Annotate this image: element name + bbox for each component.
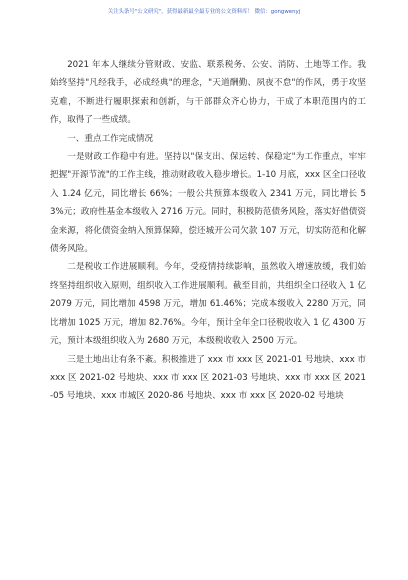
paragraph-intro: 2021 年本人继续分管财政、安监、联系税务、公安、消防、土地等工作。我始终坚持"凡经我手，必成经典"的理念，"天道酬勤、夙夜不怠"的作风，勇于攻坚克难，不断进行履职探索和创新，与干部群众齐心协力，干成了本职范围内的工作，取得了一些成绩。 — [50, 60, 366, 126]
document-body — [50, 56, 366, 406]
header-banner[interactable]: 关注头条号"公文研究"，获得最新最全最专业的公文资料库！ 微信：gongwenyj — [107, 9, 301, 15]
paragraph-finance: 一是财政工作稳中有进。坚持以"保支出、保运转、保稳定"为工作重点，牢牢把握"开源节流"的工作主线，推动财政收入稳步增长。1-10 月底，xxx 区全口径收入 1.24 亿元，同比增长 66%；一般公共预算本级收入 2341 万元，同比增长 53%元；政府性基金本级收入 2716 万元。同时，积极防范债务风险，落实好借债资金来源，将化债资金纳入预算保障，偿还城开公司欠款 107 万元，切实防范和化解债务风险。 — [50, 152, 366, 255]
paragraph-land: 三是土地出让有条不紊。积极推进了 xxx 市 xxx 区 2021-01 号地块、xxx 市 xxx 区 2021-02 号地块、xxx 市 xxx 区 2021-03 号地块、xxx 市 xxx 区 2021-05 号地块、xxx 市城区 2020-86 号地块、xxx 市 xxx 区 2020-02 号地块 — [50, 354, 366, 402]
section-heading: 一、重点工作完成情况 — [67, 133, 154, 144]
paragraph-tax: 二是税收工作进展顺利。今年，受疫情持续影响，虽然收入增速放缓，我们始终坚持组织收入原则，组织收入工作进展顺利。截至目前，共组织全口径收入 1 亿 2079 万元，同比增加 4598 万元，增加 61.46%；完成本级收入 2280 万元，同比增加 1025 万元，增加 82.76%。今年，预计全年全口径税收收入 1 亿 4300 万元，预计本级组织收入为 2680 万元，本级税收收入 2500 万元。 — [50, 262, 366, 347]
